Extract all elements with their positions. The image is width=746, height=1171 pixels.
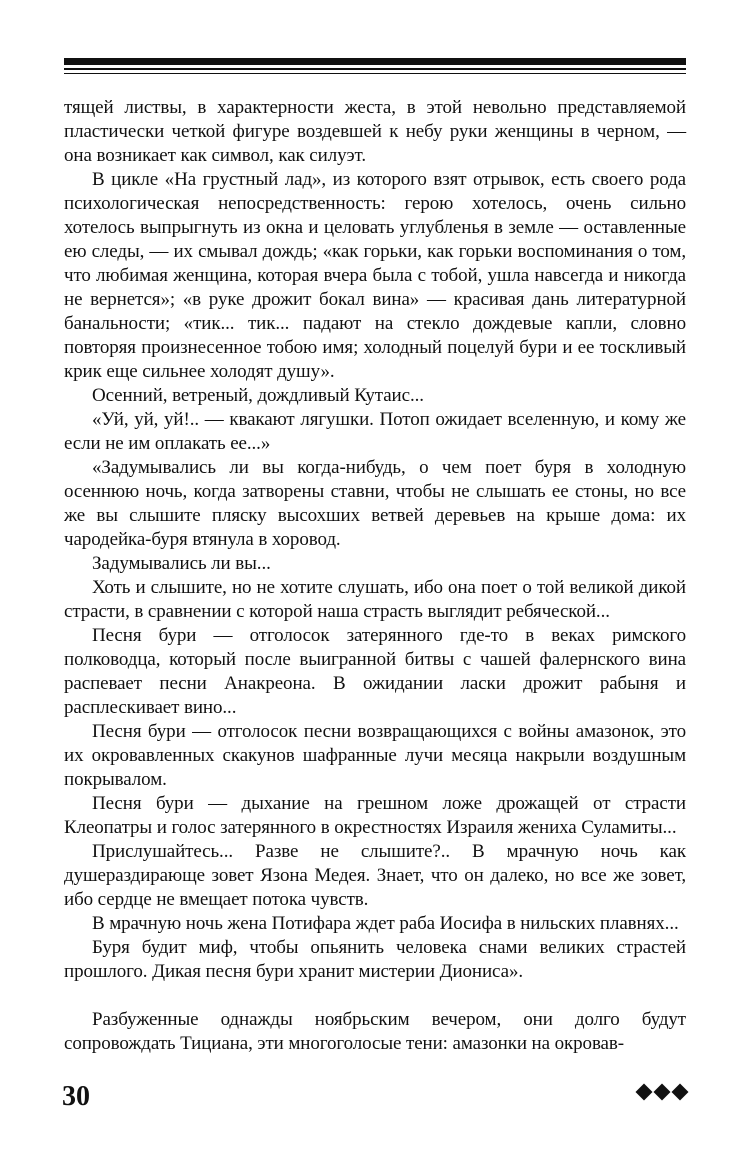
paragraph: Разбуженные однажды ноябрьским вечером, они долго будут сопровождать Тициана, эти многоголосые тени: амазонки на окровав- xyxy=(64,1009,686,1054)
paragraph: Песня бури — отголосок затерянного где-то в веках римского полководца, который после выигранной битвы с чашей фалернского вина распевает песни Анакреона. В ожидании ласки дрожит рабыня и расплескивает вино... xyxy=(64,625,686,718)
diamond-icon xyxy=(636,1084,653,1101)
paragraph: В мрачную ночь жена Потифара ждет раба Иосифа в нильских плавнях... xyxy=(92,913,679,934)
paragraph: В цикле «На грустный лад», из которого взят отрывок, есть своего рода психологическая непосредственность: герою хотелось, очень сильно хотелось выпрыгнуть из окна и целовать углубленья в земле — оставленные ею следы, — их смывал дождь; «как горьки, как горьки воспоминания о том, что любимая женщина, которая вчера была с тобой, ушла навсегда и никогда не вернется»; «в руке дрожит бокал вина» — красивая дань литературной банальности; «тик... тик... падают на стекло дождевые капли, словно повторяя произнесенное тобою имя; холодный поцелуй бури и ее тоскливый крик еще сильнее холодят душу». xyxy=(64,169,686,382)
paragraph: Хоть и слышите, но не хотите слушать, ибо она поет о той великой дикой страсти, в сравнении с которой наша страсть выглядит ребяческой... xyxy=(64,577,686,622)
paragraph: Прислушайтесь... Разве не слышите?.. В мрачную ночь как душераздирающе зовет Язона Медея. Знает, что он далеко, но все же зовет, ибо сердце не вмещает потока чувств. xyxy=(64,841,686,910)
paragraph: «Задумывались ли вы когда-нибудь, о чем поет буря в холодную осеннюю ночь, когда затворены ставни, чтобы не слышать ее стоны, но все же вы слышите пляску высохших ветвей деревьев на крыше дома: их чародейка-буря втянула в хоровод. xyxy=(64,457,686,550)
diamond-icon xyxy=(654,1084,671,1101)
paragraph: Буря будит миф, чтобы опьянить человека снами великих страстей прошлого. Дикая песня бури хранит мистерии Диониса». xyxy=(64,937,686,982)
header-rule-medium xyxy=(64,68,686,70)
paragraph: Песня бури — отголосок песни возвращающихся с войны амазонок, это их окровавленных скакунов шафранные лучи месяца накрыли воздушным покрывалом. xyxy=(64,721,686,790)
header-rule-thin xyxy=(64,73,686,74)
paragraph: «Уй, уй, уй!.. — квакают лягушки. Потоп ожидает вселенную, и кому же если не им оплакать ее...» xyxy=(64,409,686,454)
diamond-icon xyxy=(672,1084,689,1101)
paragraph: тящей листвы, в характерности жеста, в этой невольно представляемой пластически четкой фигуре воздевшей к небу руки женщины в черном, — она возникает как символ, как силуэт. xyxy=(64,97,686,166)
paragraph: Задумывались ли вы... xyxy=(92,553,271,574)
paragraph: Песня бури — дыхание на грешном ложе дрожащей от страсти Клеопатры и голос затерянного в окрестностях Израиля жениха Суламиты... xyxy=(64,793,686,838)
page-number: 30 xyxy=(62,1081,90,1112)
header-rule-thick xyxy=(64,58,686,65)
body-text xyxy=(64,96,686,1056)
paragraph: Осенний, ветреный, дождливый Кутаис... xyxy=(92,385,424,406)
footer-ornament xyxy=(638,1086,686,1098)
